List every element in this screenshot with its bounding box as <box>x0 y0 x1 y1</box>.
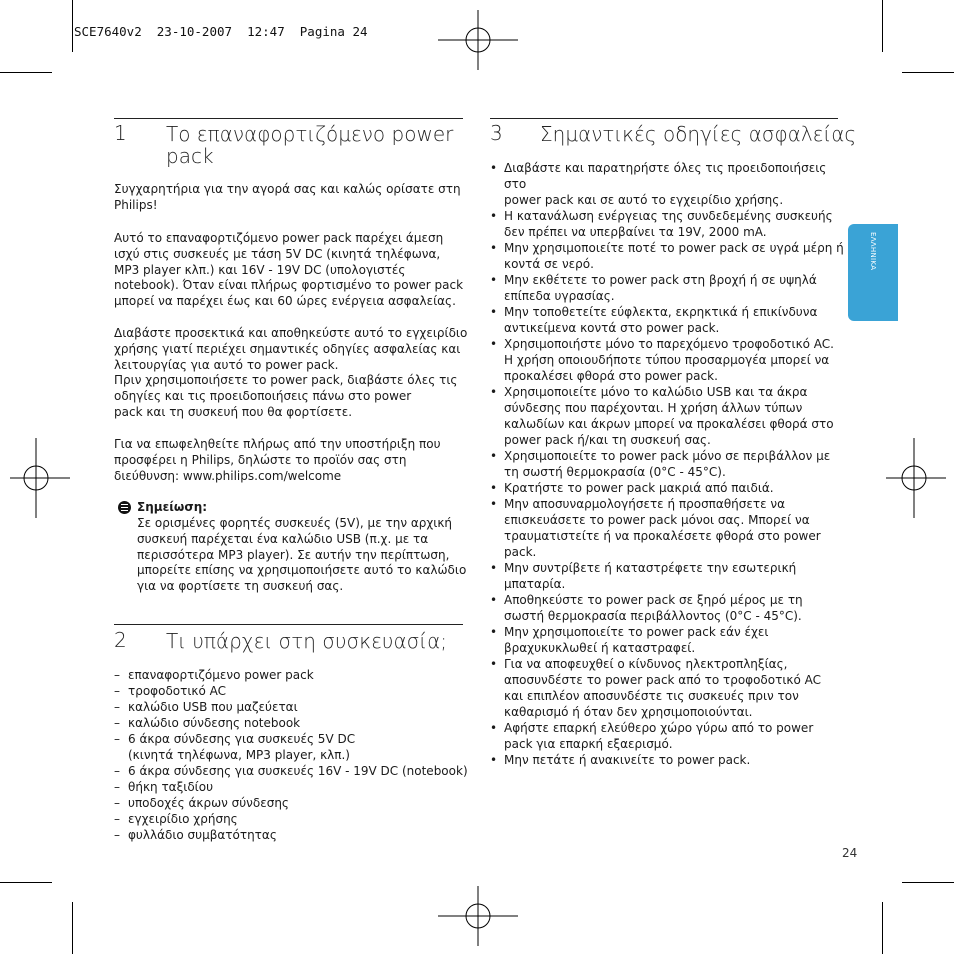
list-item: • Μην τοποθετείτε εύφλεκτα, εκρηκτικά ή επικίνδυνα αντικείμενα κοντά στο power pack. <box>490 304 846 336</box>
registration-mark-top <box>438 10 518 70</box>
list-item: • Για να αποφευχθεί ο κίνδυνος ηλεκτροπληξίας, αποσυνδέστε το power pack από το τροφοδοτικό AC και επιπλέον αποσυνδέστε τις συσκευές πριν τον καθαρισμό ή όταν δεν χρησιμοποιούνται. <box>490 656 846 720</box>
section-3-title: Σημαντικές οδηγίες ασφαλείας <box>540 122 857 146</box>
intro-paragraph-3: Διαβάστε προσεκτικά και αποθηκεύστε αυτό το εγχειρίδιο χρήσης γιατί περιέχει σημαντικές οδηγίες ασφαλείας και λειτουργίας για αυτό το power pack. Πριν χρησιμοποιήσετε το power pack, διαβάστε όλες τις οδηγίες και τις προειδοποιήσεις πάνω στο power pack και τη συσκευή που θα φορτίσετε. <box>114 326 468 419</box>
list-item: • Μην αποσυναρμολογήσετε ή προσπαθήσετε να επισκευάσετε το power pack μόνοι σας. Μπορεί να τραυματιστείτε ή να προκαλέσετε φθορά στο power pack. <box>490 496 846 560</box>
list-item: • Αποθηκεύστε το power pack σε ξηρό μέρος με τη σωστή θερμοκρασία περιβάλλοντος (0°C - 45°C). <box>490 592 846 624</box>
list-item: • Χρησιμοποιήστε μόνο το παρεχόμενο τροφοδοτικό AC. Η χρήση οποιουδήποτε τύπου προσαρμογέα μπορεί να προκαλέσει φθορά στο power pack. <box>490 336 846 384</box>
registration-mark-left <box>10 438 70 518</box>
package-contents-list <box>114 667 474 843</box>
section-2-title: Τι υπάρχει στη συσκευασία; <box>166 629 448 653</box>
list-item: • Διαβάστε και παρατηρήστε όλες τις προειδοποιήσεις στο power pack και σε αυτό το εγχειρίδιο χρήσης. <box>490 160 846 208</box>
page-number: 24 <box>842 846 858 860</box>
section-1-title: Το επαναφορτιζόμενο power pack <box>166 122 454 168</box>
section-2-rule <box>114 624 463 625</box>
language-tab-label: ΕΛΛΗΝΙΚΑ <box>869 232 877 271</box>
intro-paragraph-1: Συγχαρητήρια για την αγορά σας και καλώς ορίσατε στη Philips! <box>114 182 461 212</box>
list-item: – φυλλάδιο συμβατότητας <box>114 827 474 843</box>
list-item: – επαναφορτιζόμενο power pack <box>114 667 474 683</box>
list-item: • Κρατήστε το power pack μακριά από παιδιά. <box>490 480 846 496</box>
list-item: – εγχειρίδιο χρήσης <box>114 811 474 827</box>
list-item: • Μην συντρίβετε ή καταστρέφετε την εσωτερική μπαταρία. <box>490 560 846 592</box>
list-item: – 6 άκρα σύνδεσης για συσκευές 5V DC (κινητά τηλέφωνα, MP3 player, κλπ.) <box>114 731 474 763</box>
list-item: – καλώδιο USB που μαζεύεται <box>114 699 474 715</box>
list-item: – καλώδιο σύνδεσης notebook <box>114 715 474 731</box>
language-tab <box>848 224 898 321</box>
list-item: – 6 άκρα σύνδεσης για συσκευές 16V - 19V DC (notebook) <box>114 763 474 779</box>
list-item: – υποδοχές άκρων σύνδεσης <box>114 795 474 811</box>
list-item: • Η κατανάλωση ενέργειας της συνδεδεμένης συσκευής δεν πρέπει να υπερβαίνει τα 19V, 2000 mA. <box>490 208 846 240</box>
note-icon <box>118 501 131 514</box>
list-item: – τροφοδοτικό AC <box>114 683 474 699</box>
registration-mark-right <box>886 438 946 518</box>
list-item: • Χρησιμοποιείτε το power pack μόνο σε περιβάλλον με τη σωστή θερμοκρασία (0°C - 45°C). <box>490 448 846 480</box>
list-item: – θήκη ταξιδίου <box>114 779 474 795</box>
list-item: • Μην χρησιμοποιείτε ποτέ το power pack σε υγρά μέρη ή κοντά σε νερό. <box>490 240 846 272</box>
registration-mark-bottom <box>438 886 518 946</box>
section-3-rule <box>490 118 838 119</box>
list-item: • Αφήστε επαρκή ελεύθερο χώρο γύρω από το power pack για επαρκή εξαερισμό. <box>490 720 846 752</box>
section-1-number: 1 <box>114 121 127 145</box>
list-item: • Μην χρησιμοποιείτε το power pack εάν έχει βραχυκυκλωθεί ή καταστραφεί. <box>490 624 846 656</box>
list-item: • Χρησιμοποιείτε μόνο το καλώδιο USB και τα άκρα σύνδεσης που παρέχονται. Η χρήση άλλων τύπων καλωδίων και άκρων μπορεί να προκαλέσει φθορά στο power pack ή/και τη συσκευή σας. <box>490 384 846 448</box>
section-1-rule <box>114 118 463 119</box>
print-header: SCE7640v2 23-10-2007 12:47 Pagina 24 <box>74 24 368 39</box>
list-item: • Μην πετάτε ή ανακινείτε το power pack. <box>490 752 846 768</box>
section-3-number: 3 <box>490 121 503 145</box>
list-item: • Μην εκθέτετε το power pack στη βροχή ή σε υψηλά επίπεδα υγρασίας. <box>490 272 846 304</box>
section-2-number: 2 <box>114 628 127 652</box>
intro-paragraph-4: Για να επωφεληθείτε πλήρως από την υποστήριξη που προσφέρει η Philips, δηλώστε το προϊόν σας στη διεύθυνση: www.philips.com/welcome <box>114 437 441 483</box>
note-text: Σε ορισμένες φορητές συσκευές (5V), με την αρχική συσκευή παρέχεται ένα καλώδιο USB (π.χ. με τα περισσότερα MP3 player). Σε αυτήν την περίπτωση, μπορείτε επίσης να χρησιμοποιήσετε αυτό το καλώδιο για να φορτίσετε τη συσκευή σας. <box>137 516 467 594</box>
safety-instructions-list <box>490 160 846 768</box>
intro-paragraph-2: Αυτό το επαναφορτιζόμενο power pack παρέχει άμεση ισχύ στις συσκευές με τάση 5V DC (κινητά τηλέφωνα, MP3 player κλπ.) και 16V - 19V DC (υπολογιστές notebook). Όταν είναι πλήρως φορτισμένο το power pack μπορεί να παρέχει έως και 60 ώρες ενέργεια ασφαλείας. <box>114 231 464 309</box>
note-label: Σημείωση: <box>137 500 208 514</box>
